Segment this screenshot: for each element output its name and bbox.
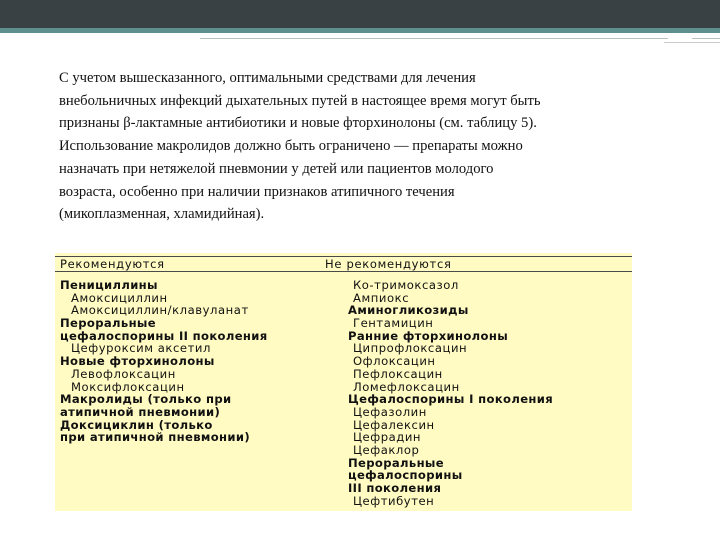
header-not-recommended: Не рекомендуются xyxy=(325,257,452,271)
paragraph-line: возраста, особенно при наличии признаков атипичного течения xyxy=(59,183,455,200)
table-cell: Пероральные xyxy=(60,316,156,331)
table-cell: цефалоспорины xyxy=(348,468,463,483)
paragraph-line: (микоплазменная, хламидийная). xyxy=(59,206,265,223)
paragraph-line: С учетом вышесказанного, оптимальными средствами для лечения xyxy=(59,70,476,86)
table-cell: Цефаклор xyxy=(353,442,420,457)
table-cell: Ранние фторхинолоны xyxy=(348,328,509,343)
body-paragraph xyxy=(59,67,669,226)
table-cell: атипичной пневмонии) xyxy=(60,404,221,419)
table-cell: цефалоспорины II поколения xyxy=(60,328,268,343)
table-cell: III поколения xyxy=(348,481,442,495)
table-cell: Ампиокс xyxy=(353,290,410,305)
table-cell: Доксициклин (только xyxy=(60,417,213,432)
table-cell: Левофлоксацин xyxy=(71,366,176,381)
table-cell: Цефрадин xyxy=(353,430,422,445)
paragraph-line: признаны β-лактамные антибиотики и новые фторхинолоны (см. таблицу 5). xyxy=(59,115,537,132)
table-cell: Цефтибутен xyxy=(353,493,435,508)
table-cell: Ломефлоксацин xyxy=(353,379,460,394)
table-cell: Офлоксацин xyxy=(353,354,436,369)
table-cell: Новые фторхинолоны xyxy=(60,354,215,369)
not-recommended-column xyxy=(348,279,553,507)
table-header-rule xyxy=(55,271,632,272)
antibiotics-table xyxy=(55,253,632,511)
paragraph-line: внебольничных инфекций дыхательных путей в настоящее время могут быть xyxy=(59,92,541,109)
decorative-rule xyxy=(200,38,668,39)
decorative-rule xyxy=(664,42,720,43)
table-cell: Цефалоспорины I поколения xyxy=(348,392,554,407)
table-cell: Цефуроксим аксетил xyxy=(71,341,211,356)
table-cell: Цефалексин xyxy=(353,417,435,432)
table-cell: Пенициллины xyxy=(60,278,158,292)
header-recommended: Рекомендуются xyxy=(60,257,165,271)
table-cell: Макролиды (только при xyxy=(60,392,232,407)
table-cell: Пефлоксацин xyxy=(353,366,443,381)
decorative-rule xyxy=(692,38,720,39)
table-cell: при атипичной пневмонии) xyxy=(60,430,250,445)
slide-accent-stripe xyxy=(0,28,720,33)
table-cell: Гентамицин xyxy=(353,316,434,331)
recommended-column xyxy=(60,279,268,444)
slide-header-bar xyxy=(0,0,720,28)
table-cell: Ципрофлоксацин xyxy=(353,341,468,356)
table-cell: Цефазолин xyxy=(353,404,427,419)
table-cell: Ко-тримоксазол xyxy=(353,278,459,292)
table-cell: Амоксициллин/клавуланат xyxy=(71,303,249,318)
paragraph-line: Использование макролидов должно быть ограничено — препараты можно xyxy=(59,138,523,155)
table-cell: Амоксициллин xyxy=(71,290,168,305)
table-cell: Аминогликозиды xyxy=(348,303,469,318)
paragraph-line: назначать при нетяжелой пневмонии у детей или пациентов молодого xyxy=(59,160,494,177)
table-cell: Пероральные xyxy=(348,455,444,470)
table-cell: Моксифлоксацин xyxy=(71,379,185,394)
